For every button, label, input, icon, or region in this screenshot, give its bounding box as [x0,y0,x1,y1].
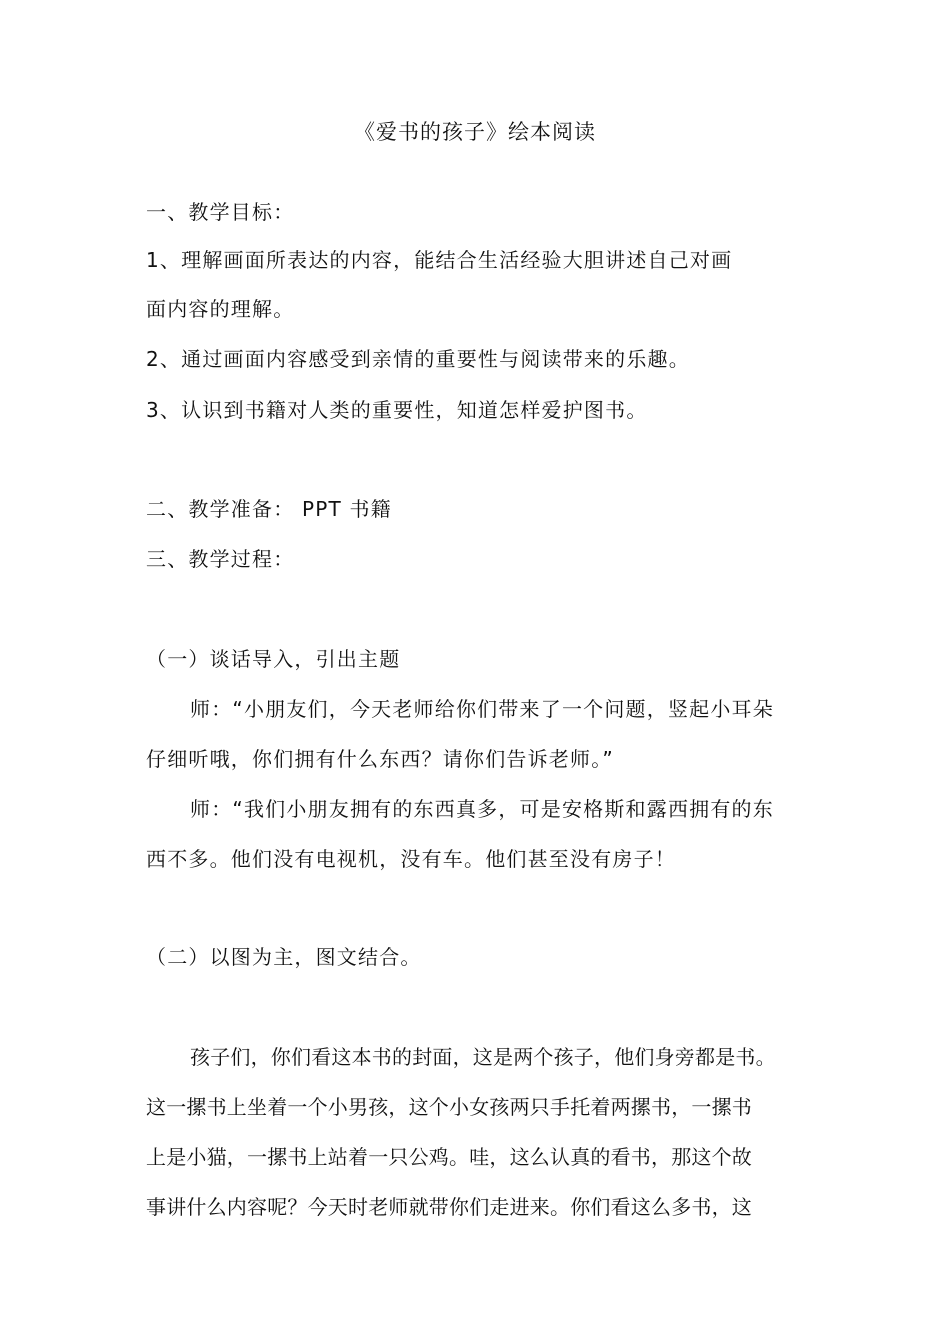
goal1-line2: 面内容的理解。 [146,297,295,321]
goal3: 3、认识到书籍对人类的重要性，知道怎样爱护图书。 [146,398,648,422]
part2-paragraph-line1: 孩子们，你们看这本书的封面，这是两个孩子，他们身旁都是书。 [190,1045,776,1069]
part1-paragraph2-line1: 师：“我们小朋友拥有的东西真多，可是安格斯和露西拥有的东 [190,797,774,821]
section3-heading: 三、教学过程： [146,547,295,571]
part2-paragraph-line3: 上是小猫，一摞书上站着一只公鸡。哇，这么认真的看书，那这个故 [146,1145,752,1169]
section2-heading: 二、教学准备： PPT 书籍 [146,497,392,521]
part1-paragraph1-line1: 师：“小朋友们，今天老师给你们带来了一个问题，竖起小耳朵 [190,697,774,721]
part1-paragraph1-line2: 仔细听哦，你们拥有什么东西？请你们告诉老师。” [146,747,614,771]
part1-paragraph2-line2: 西不多。他们没有电视机，没有车。他们甚至没有房子！ [146,847,676,871]
part2-heading: （二）以图为主，图文结合。 [146,945,422,969]
part2-paragraph-line4: 事讲什么内容呢？今天时老师就带你们走进来。你们看这么多书，这 [146,1195,752,1219]
part2-paragraph-line2: 这一摞书上坐着一个小男孩，这个小女孩两只手托着两摞书，一摞书 [146,1095,752,1119]
goal1-line1: 1、理解画面所表达的内容，能结合生活经验大胆讲述自己对画 [146,248,733,272]
document-title: 《爱书的孩子》绘本阅读 [354,120,596,144]
section1-heading: 一、教学目标： [146,200,295,224]
goal2: 2、通过画面内容感受到亲情的重要性与阅读带来的乐趣。 [146,347,690,371]
part1-heading: （一）谈话导入，引出主题 [146,647,401,671]
